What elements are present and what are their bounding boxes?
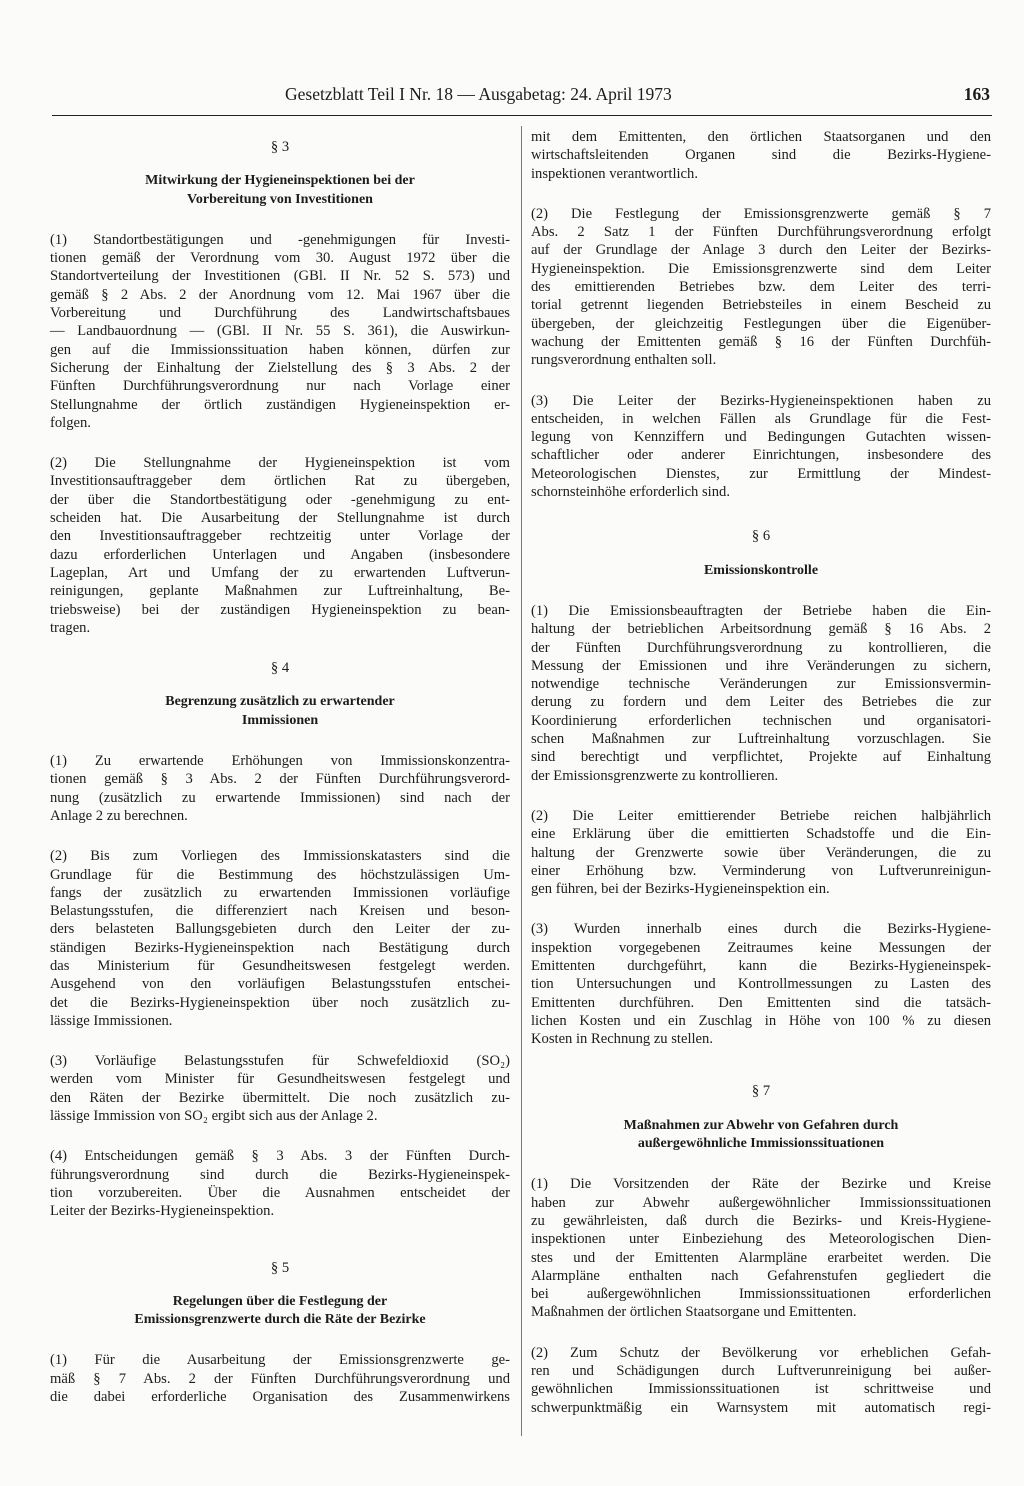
text-line: scheiden hat. Die Ausarbeitung der Stellungnahme ist durch: [50, 510, 510, 527]
text-line: die dabei erforderliche Organisation des Zusammenwirkens: [50, 1389, 510, 1406]
text-line: führungsverordnung sind durch die Bezirks-Hygieneinspek-: [50, 1166, 510, 1183]
text-line: Anlage 2 zu berechnen.: [50, 807, 188, 824]
text-line: (3) Die Leiter der Bezirks-Hygieneinspektionen haben zu: [531, 392, 991, 409]
text-line: rungsverordnung enthalten soll.: [531, 352, 717, 369]
page-header: [100, 84, 990, 110]
text-line: (3) Vorläufige Belastungsstufen für Schwefeldioxid (SO₂): [50, 1053, 510, 1070]
section-7-heading: [531, 1117, 991, 1154]
paragraph: [531, 602, 991, 785]
text-line: Emittenten durchgeführt, kann die Bezirks-Hygieneinspek-: [531, 957, 991, 974]
paragraph: [531, 920, 991, 1048]
text-line: ständigen Bezirks-Hygieneinspektion nach Bestätigung durch: [50, 939, 510, 956]
section-5-number: § 5: [270, 1259, 290, 1276]
text-line: schaftlicher oder anderer Einrichtungen, insbesondere des: [531, 447, 991, 464]
section-3-number: § 3: [270, 139, 290, 155]
text-line: entscheiden, in welchen Fällen als Grundlage für die Fest-: [531, 410, 991, 427]
text-line: Fünften Durchführungsverordnung nur nach Vorlage einer: [50, 378, 510, 395]
text-line: reinigungen, geplante Maßnahmen zur Luftreinhaltung, Be-: [50, 583, 510, 600]
text-line: gewöhnlichen Immissionssituationen ist schrittweise und: [531, 1381, 991, 1398]
text-line: (2) Zum Schutz der Bevölkerung vor erheblichen Gefah-: [531, 1344, 991, 1361]
text-line: (1) Für die Ausarbeitung der Emissionsgrenzwerte ge-: [50, 1352, 510, 1369]
text-line: Alarmpläne enthalten nach Gefahrenstufen gegliedert die: [531, 1267, 991, 1284]
text-line: (1) Die Vorsitzenden der Räte der Bezirke und Kreise: [531, 1176, 991, 1193]
text-line: Grundlage für die Bestimmung des höchstzulässigen Um-: [50, 866, 510, 883]
text-line: ders belasteten Ballungsgebieten durch den Leiter der zu-: [50, 921, 510, 938]
section-4-heading-line: Begrenzung zusätzlich zu erwartender: [165, 694, 395, 710]
text-line: haltung der Grenzwerte sowie über Veränderungen, die zu: [531, 844, 991, 861]
section-6-heading: Emissionskontrolle: [703, 562, 819, 578]
left-column: [50, 128, 510, 1418]
text-line: Belastungsstufen, die differenziert nach Kreisen und beson-: [50, 903, 510, 920]
text-line: (2) Bis zum Vorliegen des Immissionskatasters sind die: [50, 848, 510, 865]
text-line: legung von Kennziffern und Bedingungen Gutachten wissen-: [531, 429, 991, 446]
text-line: fangs der zusätzlich zu erwartenden Immissionen vorläufige: [50, 884, 510, 901]
text-line: stes und der Emittenten Alarmpläne erarbeitet werden. Die: [531, 1249, 991, 1266]
text-line: tion vorzubereiten. Über die Ausnahmen entscheidet der: [50, 1184, 510, 1201]
section-5-heading-line: Emissionsgrenzwerte durch die Räte der Bezirke: [134, 1312, 426, 1328]
text-line: Sicherung der Einhaltung der Zielstellung des § 3 Abs. 2 der: [50, 359, 510, 376]
text-line: Messung der Emissionen und ihre Veränderungen zu sichern,: [531, 657, 991, 674]
text-line: Meteorologischen Dienstes, zur Ermittlung der Mindest-: [531, 465, 991, 482]
text-line: notwendige technische Veränderungen zur Emissionsvermin-: [531, 676, 991, 693]
text-line: tionen gemäß § 3 Abs. 2 der Fünften Durchführungsverord-: [50, 771, 510, 788]
paragraph: [50, 231, 510, 432]
text-line: eine Erklärung über die emittierten Schadstoffe und die Ein-: [531, 826, 991, 843]
text-line: tion Untersuchungen und Kontrollmessungen zu Lasten des: [531, 976, 991, 993]
text-line: mit dem Emittenten, den örtlichen Staatsorganen und den: [531, 129, 991, 145]
text-line: Hygieneinspektion. Die Emissionsgrenzwerte sind dem Leiter: [531, 260, 991, 277]
text-line: torial getrennt liegenden Betriebsteiles in einem Bescheid zu: [531, 297, 991, 314]
text-line: sind berechtigt und verpflichtet, Projekte auf Einhaltung: [531, 749, 991, 766]
paragraph: [50, 454, 510, 637]
text-line: schornsteinhöhe erforderlich sind.: [531, 484, 730, 501]
paragraph: [531, 1175, 991, 1321]
text-line: werden vom Minister für Gesundheitswesen festgelegt und: [50, 1071, 510, 1088]
text-line: Leiter der Bezirks-Hygieneinspektion.: [50, 1203, 275, 1220]
text-line: Lageplan, Art und Umfang der zu erwartenden Luftverun-: [50, 564, 510, 581]
text-line: Maßnahmen der örtlichen Staatsorgane und Emittenten.: [531, 1304, 857, 1321]
text-line: Ausgehend von den vorläufigen Belastungsstufen entschei-: [50, 976, 510, 993]
section-3-heading-line: Vorbereitung von Investitionen: [187, 191, 373, 207]
text-line: (2) Die Stellungnahme der Hygieneinspektion ist vom: [50, 455, 510, 472]
text-line: det die Bezirks-Hygieneinspektion über noch zusätzlich zu-: [50, 994, 510, 1011]
text-line: schwerpunktmäßig ein Warnsystem mit automatisch regi-: [531, 1399, 991, 1416]
text-line: Abs. 2 Satz 1 der Fünften Durchführungsverordnung erfolgt: [531, 224, 991, 241]
text-line: Standortverteilung der Investitionen (GBl. II Nr. 52 S. 573) und: [50, 268, 510, 285]
section-5-heading-line: Regelungen über die Festlegung der: [172, 1293, 388, 1309]
section-7-heading-line: Maßnahmen zur Abwehr von Gefahren durch: [623, 1117, 899, 1133]
section-3-heading-line: Mitwirkung der Hygieneinspektionen bei der: [145, 173, 415, 189]
text-line: zu gewährleisten, daß durch die Bezirks- und Kreis-Hygiene-: [531, 1212, 991, 1229]
text-line: lässige Immission von SO₂ ergibt sich aus der Anlage 2.: [50, 1108, 378, 1125]
text-line: (1) Zu erwartende Erhöhungen von Immissionskonzentra-: [50, 753, 510, 770]
paragraph: [50, 847, 510, 1030]
text-line: der Fünften Durchführungsverordnung zu kontrollieren, die: [531, 639, 991, 656]
text-line: der über die Standortbestätigung oder -genehmigung zu ent-: [50, 491, 510, 508]
text-line: tionen gemäß der Verordnung vom 30. August 1972 über die: [50, 250, 510, 267]
text-line: auf der Grundlage der Anlage 3 durch den Leiter der Bezirks-: [531, 242, 991, 259]
paragraph: [50, 752, 510, 825]
text-line: das Ministerium für Gesundheitswesen festgelegt werden.: [50, 957, 510, 974]
text-line: lichen Kosten und ein Zuschlag in Höhe von 100 % zu diesen: [531, 1012, 991, 1029]
text-line: übergeben, der gleichzeitig Festlegungen über die Eigenüber-: [531, 315, 991, 332]
text-line: (4) Entscheidungen gemäß § 3 Abs. 3 der Fünften Durch-: [50, 1148, 510, 1165]
text-line: dazu erforderlichen Unterlagen und Angaben (insbesondere: [50, 546, 510, 563]
text-line: ren und Schädigungen durch Luftverunreinigung bei außer-: [531, 1363, 991, 1380]
text-line: den Investitionsauftraggeber rechtzeitig unter Vorlage der: [50, 528, 510, 545]
text-line: (1) Standortbestätigungen und -genehmigungen für Investi-: [50, 231, 510, 248]
text-line: triebsweise) bei der zuständigen Hygieneinspektion zu bean-: [50, 601, 510, 618]
section-6-number: § 6: [751, 528, 771, 545]
header-rule: [52, 115, 992, 116]
paragraph: [531, 392, 991, 502]
text-line: (1) Die Emissionsbeauftragten der Betriebe haben die Ein-: [531, 602, 991, 619]
text-line: folgen.: [50, 414, 91, 431]
text-line: gen auf die Immissionssituation haben können, dürfen zur: [50, 341, 510, 358]
text-line: inspektionen verantwortlich.: [531, 165, 698, 182]
text-line: einer Erhöhung bzw. Verminderung von Luftverunreinigun-: [531, 862, 991, 879]
section-7-heading-line: außergewöhnliche Immissionssituationen: [637, 1136, 885, 1152]
paragraph: [531, 205, 991, 370]
text-line: Emittenten durchführen. Den Emittenten sind die tatsäch-: [531, 994, 991, 1011]
text-line: haltung der betrieblichen Arbeitsordnung gemäß § 16 Abs. 2: [531, 621, 991, 638]
text-line: bei außergewöhnlichen Immissionssituationen erforderlichen: [531, 1286, 991, 1303]
text-line: gemäß § 2 Abs. 2 der Anordnung vom 12. Mai 1967 über die: [50, 286, 510, 303]
section-4-heading-line: Immissionen: [241, 712, 319, 728]
text-line: lässige Immissionen.: [50, 1012, 173, 1029]
text-line: (2) Die Festlegung der Emissionsgrenzwerte gemäß § 7: [531, 205, 991, 222]
page-number: 163: [963, 84, 990, 104]
text-line: inspektion vorgegebenen Zeitraumes keine Messungen der: [531, 939, 991, 956]
paragraph: [531, 807, 991, 898]
text-line: Investitionsauftraggeber dem örtlichen Rat zu übergeben,: [50, 473, 510, 490]
paragraph: [50, 1052, 510, 1125]
text-line: wirtschaftsleitenden Organen sind die Bezirks-Hygiene-: [531, 147, 991, 164]
text-line: den Räten der Bezirke übermittelt. Die noch zusätzlich zu-: [50, 1089, 510, 1106]
text-line: derung zu fordern und dem Leiter des Betriebes die zur: [531, 694, 991, 711]
text-line: wachung der Emittenten gemäß § 16 der Fünften Durchfüh-: [531, 333, 991, 350]
text-line: inspektionen unter Einbeziehung des Meteorologischen Dien-: [531, 1231, 991, 1248]
text-line: tragen.: [50, 619, 91, 636]
text-line: (2) Die Leiter emittierender Betriebe reichen halbjährlich: [531, 807, 991, 824]
paragraph: [50, 1351, 510, 1406]
paragraph: [531, 1344, 991, 1417]
paragraph: [50, 1147, 510, 1220]
column-divider: [521, 126, 522, 1436]
text-line: haben zur Abwehr außergewöhnlicher Immissionssituationen: [531, 1194, 991, 1211]
text-line: Stellungnahme der örtlich zuständigen Hygieneinspektion er-: [50, 396, 510, 413]
text-line: Vorbereitung und Durchführung des Landwirtschaftsbaues: [50, 305, 510, 322]
paragraph: [531, 128, 991, 183]
section-4-heading: [50, 693, 510, 730]
text-line: Koordinierung erforderlichen technischen und organisatori-: [531, 712, 991, 729]
section-3-heading: [50, 172, 510, 209]
text-line: nung (zusätzlich zu erwartende Immissionen) sind nach der: [50, 789, 510, 806]
text-line: des emittierenden Betriebes bzw. dem Leiter des terri-: [531, 279, 991, 296]
text-line: schen Maßnahmen zur Luftreinhaltung vorzuschlagen. Sie: [531, 731, 991, 748]
text-line: mäß § 7 Abs. 2 der Fünften Durchführungsverordnung und: [50, 1370, 510, 1387]
text-line: Kosten in Rechnung zu stellen.: [531, 1031, 713, 1048]
right-column: [531, 128, 991, 1429]
section-5-heading: [50, 1293, 510, 1330]
text-line: gen führen, bei der Bezirks-Hygieneinspektion ein.: [531, 881, 830, 898]
gazette-title: Gesetzblatt Teil I Nr. 18 — Ausgabetag: 24. April 1973: [285, 84, 672, 104]
text-line: — Landbauordnung — (GBl. II Nr. 55 S. 361), die Auswirkun-: [50, 323, 510, 340]
section-4-number: § 4: [270, 660, 290, 677]
section-7-number: § 7: [751, 1083, 771, 1100]
text-line: der Emissionsgrenzwerte zu kontrollieren.: [531, 767, 779, 784]
text-line: (3) Wurden innerhalb eines durch die Bezirks-Hygiene-: [531, 921, 991, 938]
